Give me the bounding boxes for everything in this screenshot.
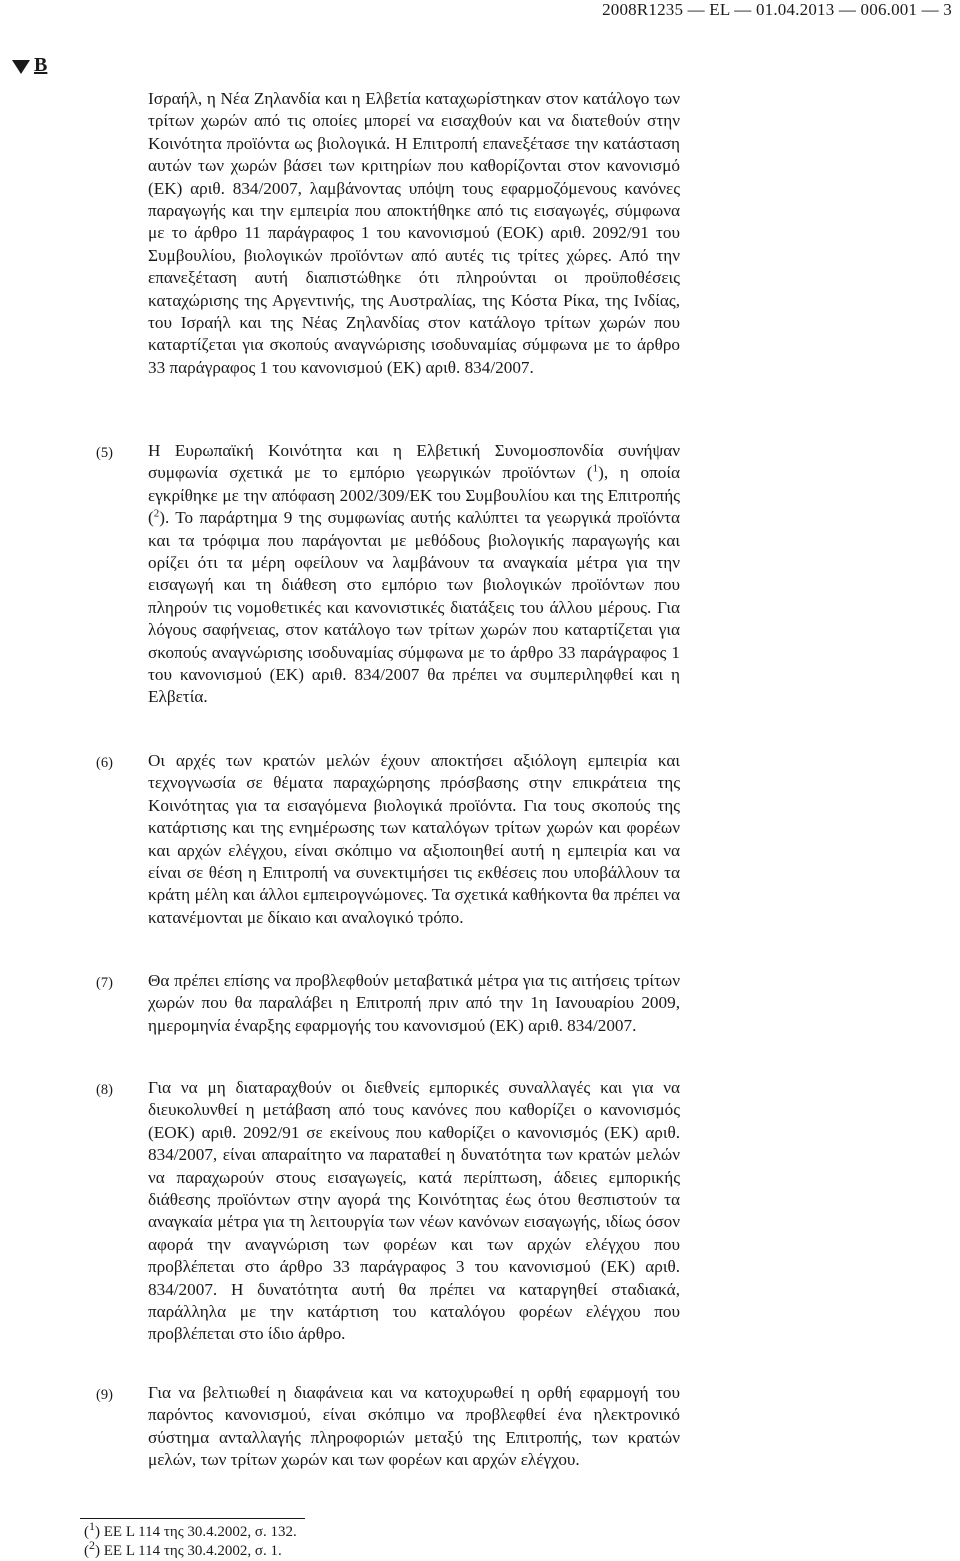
recital-text: Η Ευρωπαϊκή Κοινότητα και η Ελβετική Συνομοσπονδία συνήψαν συμφωνία σχετικά με το εμπόριο γεωργικών προϊόντων ( <box>148 441 680 483</box>
footnote-text: ΕΕ L 114 της 30.4.2002, σ. 132. <box>103 1524 297 1540</box>
recital-5 <box>148 440 680 709</box>
recital-text: ), η οποία εγκρίθηκε με την απόφαση 2002/309/ΕΚ του Συμβουλίου και της Επιτροπής ( <box>148 463 680 528</box>
recital-number: (9) <box>96 1387 113 1403</box>
amendment-marker <box>12 54 47 77</box>
recital-8: Για να μη διαταραχθούν οι διεθνείς εμπορικές συναλλαγές και για να διευκολυνθεί η μετάβαση από τους κανόνες που καθορίζει ο κανονισμός (ΕΟΚ) αριθ. 2092/91 σε εκείνους που καθορίζει ο κανονισμός (ΕΚ) αριθ. 834/2007, είναι απαραίτητο να παραταθεί η δυνατότητα των κρατών μελών να παραχωρούν στους εισαγωγείς, κατά περίπτωση, άδειες εμπορικής διάθεσης προϊόντων στην αγορά της Κοινότητας έως ότου θεσπιστούν τα αναγκαία μέτρα για τη λειτουργία των νέων κανόνων εισαγωγής, ιδίως όσον αφορά την αναγνώριση των φορέων και των αρχών ελέγχου που προβλέπεται στο άρθρο 33 παράγραφος 3 του κανονισμού (ΕΚ) αριθ. 834/2007. Η δυνατότητα αυτή θα πρέπει να καταργηθεί σταδιακά, παράλληλα με την κατάρτιση του καταλόγου φορέων ελέγχου που προβλέπεται στο ίδιο άρθρο. <box>148 1078 680 1344</box>
recital-number: (8) <box>96 1082 113 1098</box>
recital-continuation: Ισραήλ, η Νέα Ζηλανδία και η Ελβετία καταχωρίστηκαν στον κατάλογο των τρίτων χωρών από τις οποίες μπορεί να εισαχθούν και να διατεθούν στην Κοινότητα προϊόντα ως βιολογικά. Η Επιτροπή επανεξέτασε την κατάσταση αυτών των χωρών βάσει των κριτηρίων που καθορίζονται στον κανονισμό (ΕΚ) αριθ. 834/2007, λαμβάνοντας υπόψη τους εφαρμοζόμενους κανόνες παραγωγής και την εμπειρία που αποκτήθηκε από τις εισαγωγές, σύμφωνα με το άρθρο 11 παράγραφος 1 του κανονισμού (ΕΟΚ) αριθ. 2092/91 του Συμβουλίου, βιολογικών προϊόντων από αυτές τις τρίτες χώρες. Από την επανεξέταση αυτή διαπιστώθηκε ότι πληρούνται οι προϋποθέσεις καταχώρισης της Αργεντινής, της Αυστραλίας, της Κόστα Ρίκα, της Ινδίας, του Ισραήλ και της Νέας Ζηλανδίας στον κατάλογο τρίτων χωρών που καταρτίζεται για σκοπούς αναγνώρισης ισοδυναμίας σύμφωνα με το άρθρο 33 παράγραφος 1 του κανονισμού (ΕΚ) αριθ. 834/2007. <box>148 89 680 377</box>
footnote-ref[interactable]: 1 <box>592 462 599 475</box>
footnote-ref[interactable]: 2 <box>153 507 160 520</box>
recital-text: ). Το παράρτημα 9 της συμφωνίας αυτής καλύπτει τα γεωργικά προϊόντα και τα τρόφιμα που παράγονται με μεθόδους βιολογικής παραγωγής και ορίζει ότι τα μέρη οφείλουν να λαμβάνουν τα αναγκαία μέτρα για την εισαγωγή και τη διάθεση στο εμπόριο των βιολογικών προϊόντων που πληρούν τις νομοθετικές και κανονιστικές διατάξεις του άλλου μέρους. Για λόγους σαφήνειας, στον κατάλογο των τρίτων χωρών που καταρτίζεται για σκοπούς αναγνώρισης ισοδυναμίας σύμφωνα με το άρθρο 33 παράγραφος 1 του κανονισμού (ΕΚ) αριθ. 834/2007 θα πρέπει να συμπεριληφθεί και η Ελβετία. <box>148 508 680 707</box>
footnote-2: ($^2$) ΕΕ L 114 της 30.4.2002, σ. 1. <box>84 1538 282 1559</box>
recital-9: Για να βελτιωθεί η διαφάνεια και να κατοχυρωθεί η ορθή εφαρμογή του παρόντος κανονισμού, είναι σκόπιμο να προβλεφθεί ένα ηλεκτρονικό σύστημα ανταλλαγής πληροφοριών μεταξύ της Επιτροπής, των κρατών μελών, των τρίτων χωρών και των φορέων και αρχών ελέγχου. <box>148 1383 680 1470</box>
recital-7: Θα πρέπει επίσης να προβλεφθούν μεταβατικά μέτρα για τις αιτήσεις τρίτων χωρών που θα παραλάβει η Επιτροπή πριν από την 1η Ιανουαρίου 2009, ημερομηνία έναρξης εφαρμογής του κανονισμού (ΕΚ) αριθ. 834/2007. <box>148 971 680 1035</box>
footnote-text: ΕΕ L 114 της 30.4.2002, σ. 1. <box>103 1543 282 1559</box>
document-header: 2008R1235 — EL — 01.04.2013 — 006.001 — 3 <box>602 0 952 19</box>
amendment-letter: B <box>34 54 48 76</box>
recital-number: (7) <box>96 975 113 991</box>
footnote-number: 1 <box>89 1519 95 1533</box>
recital-6: Οι αρχές των κρατών μελών έχουν αποκτήσει αξιόλογη εμπειρία και τεχνογνωσία σε θέματα παραχώρησης πρόσβασης στην επικράτεια της Κοινότητας για τα εισαγόμενα βιολογικά προϊόντα. Για τους σκοπούς της κατάρτισης και της ενημέρωσης των καταλόγων τρίτων χωρών και φορέων και αρχών ελέγχου, είναι σκόπιμο να αξιοποιηθεί αυτή η εμπειρία και να είναι σε θέση η Επιτροπή να συνεκτιμήσει τις εκθέσεις που υποβάλλουν τα κράτη μέλη και άλλοι εμπειρογνώμονες. Τα σχετικά καθήκοντα θα πρέπει να κατανέμονται με δίκαιο και αναλογικό τρόπο. <box>148 751 680 927</box>
footnote-1: ($^1$) ΕΕ L 114 της 30.4.2002, σ. 132. <box>84 1519 297 1540</box>
triangle-down-icon <box>12 60 30 74</box>
recital-number: (6) <box>96 755 113 771</box>
footnote-separator <box>80 1518 305 1519</box>
footnote-number: 2 <box>89 1538 95 1552</box>
recital-number: (5) <box>96 445 113 461</box>
